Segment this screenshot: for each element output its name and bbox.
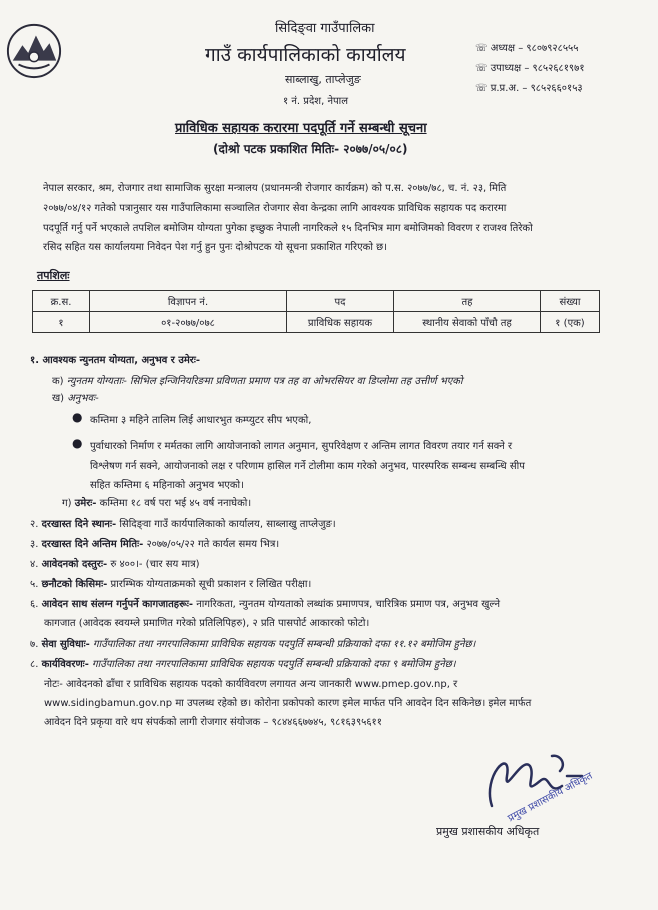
vacancy-table bbox=[32, 290, 600, 333]
experience-item: कम्तिमा ३ महिने तालिम लिई आधारभुत कम्प्युटर सीप भएको, bbox=[90, 415, 312, 426]
item-3: ३. दरखास्त दिने अन्तिम मितिः- २०७७/०५/२२ गते कार्यल समय भित्र। bbox=[30, 539, 280, 550]
table-cell: प्राविधिक सहायक bbox=[287, 312, 394, 333]
item-1c: ग) उमेरः- कम्तिमा १८ वर्ष परा भई ४५ वर्ष ननाघेको। bbox=[62, 498, 252, 509]
column-header: क्र.स. bbox=[33, 291, 90, 312]
item-5: ५. छनौटको किसिमः- प्रारम्भिक योग्यताक्रमको सूची प्रकाशन र लिखित परीक्षा। bbox=[30, 579, 312, 590]
phone-icon: ☏ bbox=[475, 43, 491, 54]
note-line: www.sidingbamun.gov.np मा उपलब्ध रहेको छ। कोरोना प्रकोपको कारण इमेल मार्फत पनि आवदेन दिन सकिनेछ। इमेल मार्फत bbox=[44, 698, 532, 709]
contact-cao: ☏ प्र.प्र.अ. – ९८५२६६०१५३ bbox=[475, 83, 583, 94]
experience-line: विश्लेषण गर्न सक्ने, आयोजनाको लक्ष र परिणाम हासिल गर्ने टोलीमा काम गरेको अनुभव, पारस्परिक सम्बन्ध सम्बन्धि सीप bbox=[90, 461, 525, 472]
item-2: २. दरखास्त दिने स्थानः- सिदिङ्वा गाउँ कार्यपालिकाको कार्यालय, साब्लाखु ताप्लेजुङ। bbox=[30, 519, 336, 530]
intro-line: रसिद सहित यस कार्यालयमा निवेदन पेश गर्नु हुन पुनः दोश्रोपटक यो सूचना प्रकाशित गरिएको छ। bbox=[43, 242, 387, 253]
details-label: तपशिलः bbox=[37, 269, 70, 282]
phone-icon: ☏ bbox=[475, 63, 491, 74]
office-name: गाउँ कार्यपालिकाको कार्यालय bbox=[205, 44, 406, 66]
item-7: ७. सेवा सुविधाः- गाउँपालिका तथा नगरपालिकामा प्राविधिक सहायक पदपुर्ति सम्बन्धी प्रक्रियाको दफा ११.१२ बमोजिम हुनेछ। bbox=[30, 639, 476, 650]
nepal-emblem-icon bbox=[5, 22, 63, 80]
table-cell: स्थानीय सेवाको पाँचौ तह bbox=[394, 312, 541, 333]
item-6-line-2: कागजात (आवेदक स्वयम्ले प्रमाणित गरेको प्रतिलिपिहरु), २ प्रति पासपोर्ट आकारको फोटो। bbox=[44, 618, 370, 629]
table-row bbox=[33, 312, 600, 333]
column-header: संख्या bbox=[541, 291, 600, 312]
province: १ नं. प्रदेश, नेपाल bbox=[283, 96, 349, 107]
intro-line: नेपाल सरकार, श्रम, रोजगार तथा सामाजिक सुरक्षा मन्त्रालय (प्रधानमन्त्री रोजगार कार्यक्रम) को प.स. २०७७/७८, च. नं. २३, मिति bbox=[43, 183, 507, 194]
municipality-name: सिदिङ्वा गाउँपालिका bbox=[275, 21, 375, 36]
note-line: आवेदन दिने प्रकृया वारे थप संपर्कको लागी रोजगार संयोजक – ९८४४६६७७४५, ९८१६३९५६११ bbox=[44, 717, 382, 728]
item-1a: क) न्युनतम योग्यताः- सिभिल इन्जिनियरिङमा प्रविणता प्रमाण पत्र तह वा ओभरसियर वा डिप्लोमा तह उत्तीर्ण भएको bbox=[52, 376, 463, 387]
item-4: ४. आवेदनको दस्तुरः- रु ४००।- (चार सय मात्र) bbox=[30, 559, 200, 570]
bullet-icon: ● bbox=[72, 410, 83, 424]
column-header: पद bbox=[287, 291, 394, 312]
signatory-title: प्रमुख प्रशासकीय अधिकृत bbox=[436, 825, 540, 838]
phone-icon: ☏ bbox=[475, 83, 491, 94]
table-cell: ०१-२०७७/०७८ bbox=[90, 312, 287, 333]
experience-line: पुर्वाधारको निर्माण र मर्मतका लागि आयोजनाको लागत अनुमान, सुपरिवेक्षण र अन्तिम लागत विवरण तयार गर्न सक्ने र bbox=[90, 441, 513, 452]
office-location: साब्लाखु, ताप्लेजुङ bbox=[285, 73, 361, 86]
column-header: विज्ञापन नं. bbox=[90, 291, 287, 312]
item-1b: ख) अनुभवः- bbox=[52, 393, 99, 404]
item-8: ८. कार्यविवरणः- गाउँपालिका तथा नगरपालिकामा प्राविधिक सहायक पदपुर्ति सम्बन्धी प्रक्रियाको दफा ९ बमोजिम हुनेछ। bbox=[30, 659, 456, 670]
experience-line: सहित कम्तिमा ६ महिनाको अनुभव भएको। bbox=[90, 480, 244, 491]
contact-chair: ☏ अध्यक्ष – ९८०७९२८५५५ bbox=[475, 43, 579, 54]
table-cell: १ (एक) bbox=[541, 312, 600, 333]
intro-line: २०७७/०४/१२ गतेको पत्रानुसार यस गाउँपालिकामा सञ्चालित रोजगार सेवा केन्द्रका लागि आवश्यक प्राविधिक सहायक पद करारमा bbox=[43, 203, 507, 214]
table-cell: १ bbox=[33, 312, 90, 333]
official-stamp: प्रमुख प्रशासकीय अधिकृत bbox=[506, 770, 595, 825]
intro-line: पदपूर्ति गर्नु पर्ने भएकाले तपशिल बमोजिम योग्यता पुगेका इच्छुक नेपाली नागरिकले १५ दिनभित्र माग बमोजिमको विवरण र राजश्व तिरेको bbox=[43, 223, 533, 234]
item-6: ६. आवेदन साथ संलग्न गर्नुपर्ने कागजातहरूः- नागरिकता, न्युनतम योग्यताको लब्धांक प्रमाणपत्र, चारित्रिक प्रमाण पत्र, अनुभव खुल्ने bbox=[30, 599, 500, 610]
column-header: तह bbox=[394, 291, 541, 312]
note-line: नोटः- आवेदनको ढाँचा र प्राविधिक सहायक पदको कार्यविवरण लगायत अन्य जानकारी www.pmep.gov.np, र bbox=[44, 679, 458, 690]
bullet-icon: ● bbox=[72, 436, 83, 450]
table-header-row bbox=[33, 291, 600, 312]
notice-subtitle: (दोश्रो पटक प्रकाशित मितिः- २०७७/०५/०८) bbox=[213, 142, 408, 156]
contact-vice-chair: ☏ उपाध्यक्ष – ९८५२६८१९७१ bbox=[475, 63, 585, 74]
notice-title: प्राविधिक सहायक करारमा पदपूर्ति गर्ने सम्बन्धी सूचना bbox=[175, 121, 427, 136]
item-1-heading: १. आवश्यक न्युनतम योग्यता, अनुभव र उमेरः- bbox=[30, 355, 201, 366]
